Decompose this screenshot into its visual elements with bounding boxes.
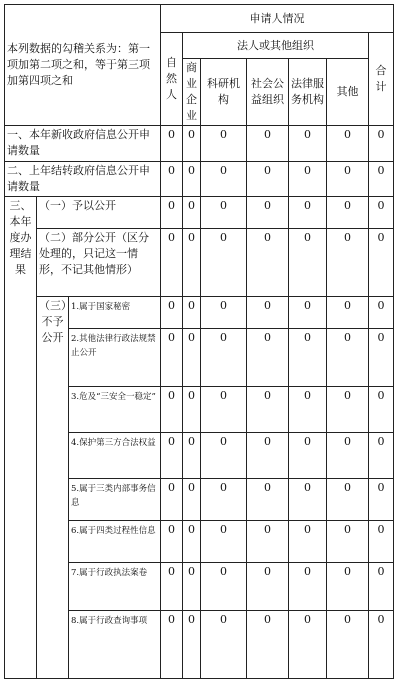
row-partially-disclosed-label: （二）部分公开（区分处理的，只记这一情形，不记其他情形） [37, 229, 161, 297]
sub-item-6: 6.属于四类过程性信息 [69, 521, 161, 563]
row-carryover-applications-label: 二、上年结转政府信息公开申请数量 [5, 162, 161, 197]
value-cell: 0 [161, 521, 183, 563]
value-cell: 0 [247, 329, 289, 387]
value-cell: 0 [247, 229, 289, 297]
value-cell: 0 [161, 329, 183, 387]
value-cell: 0 [247, 521, 289, 563]
value-cell: 0 [369, 521, 394, 563]
value-cell: 0 [161, 229, 183, 297]
value-cell: 0 [289, 611, 327, 679]
value-cell: 0 [201, 433, 247, 479]
sub-item-1: 1.属于国家秘密 [69, 297, 161, 329]
value-cell: 0 [369, 479, 394, 521]
value-cell: 0 [289, 197, 327, 229]
value-cell: 0 [183, 297, 201, 329]
value-cell: 0 [161, 563, 183, 611]
value-cell: 0 [327, 611, 369, 679]
value-cell: 0 [369, 387, 394, 433]
value-cell: 0 [327, 387, 369, 433]
value-cell: 0 [247, 387, 289, 433]
value-cell: 0 [327, 563, 369, 611]
value-cell: 0 [247, 162, 289, 197]
value-cell: 0 [183, 329, 201, 387]
value-cell: 0 [369, 563, 394, 611]
row-new-applications-label: 一、本年新收政府信息公开申请数量 [5, 126, 161, 162]
row-disclosed-label: （一）予以公开 [37, 197, 161, 229]
value-cell: 0 [369, 329, 394, 387]
research-institution-header: 科研机构 [201, 59, 247, 126]
value-cell: 0 [201, 479, 247, 521]
value-cell: 0 [327, 126, 369, 162]
value-cell: 0 [161, 611, 183, 679]
value-cell: 0 [201, 563, 247, 611]
value-cell: 0 [201, 297, 247, 329]
section-three-text: 三、本年度办理结果 [9, 199, 32, 276]
value-cell: 0 [183, 197, 201, 229]
value-cell: 0 [247, 563, 289, 611]
value-cell: 0 [327, 479, 369, 521]
value-cell: 0 [161, 126, 183, 162]
value-cell: 0 [247, 297, 289, 329]
value-cell: 0 [369, 611, 394, 679]
sub-item-2: 2.其他法律行政法规禁止公开 [69, 329, 161, 387]
value-cell: 0 [161, 297, 183, 329]
value-cell: 0 [183, 611, 201, 679]
value-cell: 0 [161, 197, 183, 229]
value-cell: 0 [369, 297, 394, 329]
value-cell: 0 [161, 433, 183, 479]
value-cell: 0 [327, 329, 369, 387]
not-disclosed-text: （三）不予公开 [39, 299, 72, 344]
government-info-disclosure-table [4, 4, 394, 679]
value-cell: 0 [289, 479, 327, 521]
total-header: 合计 [369, 33, 394, 126]
value-cell: 0 [183, 162, 201, 197]
value-cell: 0 [201, 162, 247, 197]
relation-note-cell [5, 5, 161, 126]
other-header: 其他 [327, 59, 369, 126]
social-welfare-org-header: 社会公益组织 [247, 59, 289, 126]
value-cell: 0 [327, 297, 369, 329]
value-cell: 0 [369, 162, 394, 197]
value-cell: 0 [183, 563, 201, 611]
value-cell: 0 [247, 197, 289, 229]
value-cell: 0 [289, 297, 327, 329]
value-cell: 0 [161, 387, 183, 433]
value-cell: 0 [247, 126, 289, 162]
value-cell: 0 [369, 126, 394, 162]
value-cell: 0 [201, 126, 247, 162]
value-cell: 0 [327, 433, 369, 479]
value-cell: 0 [183, 126, 201, 162]
value-cell: 0 [327, 197, 369, 229]
value-cell: 0 [247, 479, 289, 521]
value-cell: 0 [289, 387, 327, 433]
value-cell: 0 [327, 229, 369, 297]
value-cell: 0 [183, 521, 201, 563]
section-three-label [5, 197, 37, 679]
commercial-enterprise-header: 商业企业 [183, 59, 201, 126]
legal-service-org-header: 法律服务机构 [289, 59, 327, 126]
applicant-situation-header: 申请人情况 [161, 5, 394, 33]
sub-item-3: 3.危及“三安全一稳定” [69, 387, 161, 433]
value-cell: 0 [161, 162, 183, 197]
value-cell: 0 [201, 611, 247, 679]
value-cell: 0 [369, 229, 394, 297]
sub-item-8: 8.属于行政查询事项 [69, 611, 161, 679]
value-cell: 0 [327, 521, 369, 563]
value-cell: 0 [369, 433, 394, 479]
value-cell: 0 [201, 521, 247, 563]
value-cell: 0 [183, 479, 201, 521]
value-cell: 0 [289, 229, 327, 297]
natural-person-header: 自然人 [161, 33, 183, 126]
sub-item-7: 7.属于行政执法案卷 [69, 563, 161, 611]
value-cell: 0 [161, 479, 183, 521]
legal-entity-group-header: 法人或其他组织 [183, 33, 369, 59]
value-cell: 0 [289, 126, 327, 162]
value-cell: 0 [327, 162, 369, 197]
value-cell: 0 [369, 197, 394, 229]
value-cell: 0 [183, 433, 201, 479]
value-cell: 0 [201, 229, 247, 297]
value-cell: 0 [247, 433, 289, 479]
sub-item-5: 5.属于三类内部事务信息 [69, 479, 161, 521]
value-cell: 0 [247, 611, 289, 679]
value-cell: 0 [289, 329, 327, 387]
not-disclosed-label [37, 297, 72, 679]
value-cell: 0 [289, 521, 327, 563]
value-cell: 0 [289, 563, 327, 611]
value-cell: 0 [201, 197, 247, 229]
value-cell: 0 [289, 162, 327, 197]
value-cell: 0 [289, 433, 327, 479]
value-cell: 0 [201, 329, 247, 387]
value-cell: 0 [183, 229, 201, 297]
sub-item-4: 4.保护第三方合法权益 [69, 433, 161, 479]
relation-note: 本列数据的勾稽关系为：第一项加第二项之和，等于第三项加第四项之和 [7, 42, 150, 87]
value-cell: 0 [183, 387, 201, 433]
value-cell: 0 [201, 387, 247, 433]
